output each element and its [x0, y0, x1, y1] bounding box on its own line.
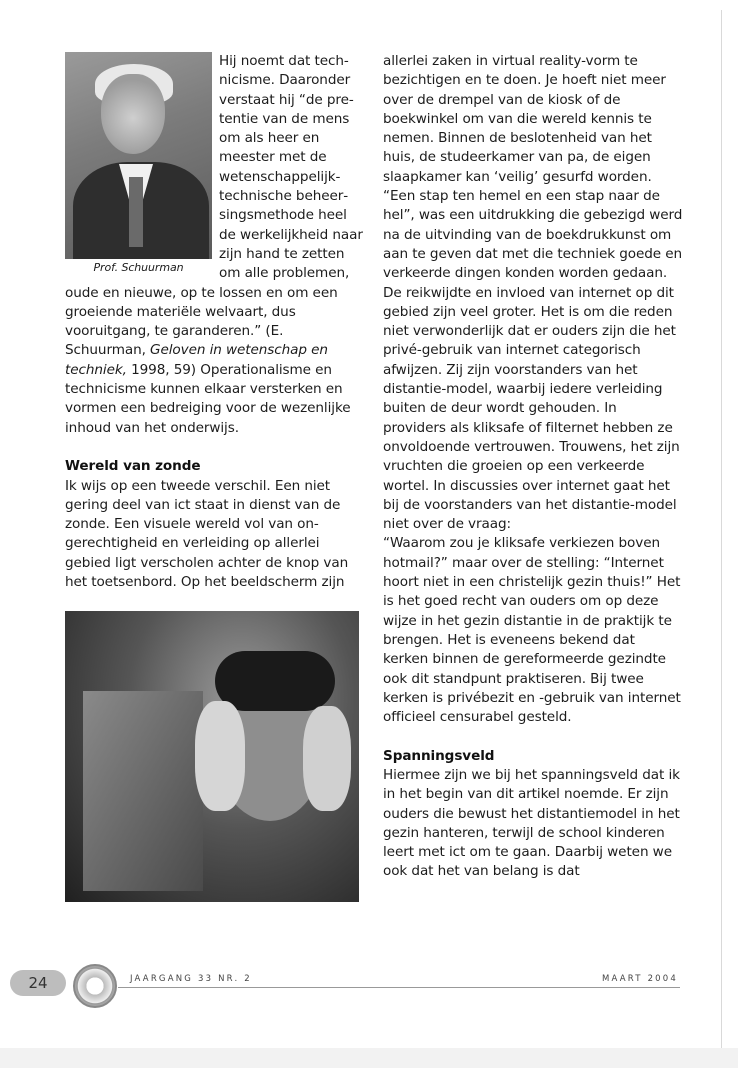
quote-paragraph: “Waarom zou je kliksafe verkiezen boven hotmail?” maar over de stelling: “Internet hoort niet in een christelijk gezin thuis!” Het is het goed recht van ouders om op deze wijze in het gezin distantie in de praktijk te brengen. Het is eveneens bekend dat kerken binnen de gereformeerde gezindte ook dit standpunt praktiseren. Bij twee kerken is privébezit en -gebruik van internet officieel censurabel gesteld.	[383, 535, 681, 726]
page-footer	[0, 962, 738, 1006]
continuation-paragraph: allerlei zaken in virtual reality-vorm te bezichtigen en te doen. Je hoeft niet meer over de drempel van de kiosk of de boekwinkel om van die wereld kennis te nemen. Binnen de beslotenheid van het huis, de studeerkamer van pa, de eigen slaapkamer kan ‘veilig’ gesurfd worden. “Een stap ten hemel en een stap naar de hel”, was een uitdrukking die gebezigd werd na de uitvinding van de boekdrukkunst om aan te geven dat met die techniek goede en verkeerde dingen konden worden gedaan. De reikwijdte en invloed van internet op dit gebied zijn veel groter. Het is om die reden niet verwonderlijk dat er ouders zijn die het privé-gebruik van internet categorisch afwijzen. Zij zijn voorstanders van het distantie-model, waarbij iedere verleiding buiten de deur wordt gehouden. In providers als kliksafe of filternet hebben ze onvoldoende vertrouwen. Trouwens, het zijn vruchten die groeien op een verkeerde wortel. In discussies over internet gaat het bij de voorstanders van het distantie-model niet over de vraag:	[383, 53, 683, 533]
tension-paragraph: Hiermee zijn we bij het spanningsveld dat ik in het begin van dit artikel noemde. Er zijn ouders die bewust het distantiemodel in het gezin hanteren, terwijl de school kinderen leert met ict om te gaan. Daarbij weten we ook dat het van belang is dat	[383, 766, 680, 880]
page-number: 24	[10, 970, 66, 996]
footer-rule	[118, 987, 680, 988]
virtual-reality-photo	[65, 611, 359, 902]
journal-seal-icon	[73, 964, 117, 1008]
heading-tension: Spanningsveld	[383, 747, 495, 764]
journal-volume: JAARGANG 33 NR. 2	[130, 974, 252, 984]
scan-bottom-edge	[0, 1048, 738, 1068]
book-title: Geloven in wetenschap en techniek,	[65, 342, 328, 378]
portrait-photo	[65, 52, 212, 259]
right-column	[383, 52, 683, 882]
issue-date: MAART 2004	[601, 974, 678, 984]
portrait-caption: Prof. Schuurman	[93, 261, 184, 274]
left-column	[65, 52, 365, 902]
world-of-sin-paragraph: Ik wijs op een tweede verschil. Een niet gering deel van ict staat in dienst van de zonde. Een visuele wereld vol van ongerechtigheid en verleiding op allerlei gebied ligt verscholen achter de knop van het toetsenbord. Op het beeldscherm zijn	[65, 477, 349, 591]
intro-paragraph: Hij noemt dat technicisme. Daaronder verstaat hij “de pretentie van de mens om als heer en meester met de wetenschappelijktechnische beheersingsmethode heel de werkelijkheid naar zijn hand te zetten om alle problemen, oude en nieuwe, op te lossen en om een groeiende materiële welvaart, dus vooruitgang, te garanderen.” (E. Schuurman, Geloven in wetenschap en techniek, 1998, 59) Operationalisme en technicisme kunnen elkaar versterken en vormen een bedreiging voor de wezenlijke inhoud van het onderwijs.	[65, 53, 363, 436]
page-edge-rule	[721, 10, 722, 1050]
heading-world-of-sin: Wereld van zonde	[65, 458, 201, 475]
